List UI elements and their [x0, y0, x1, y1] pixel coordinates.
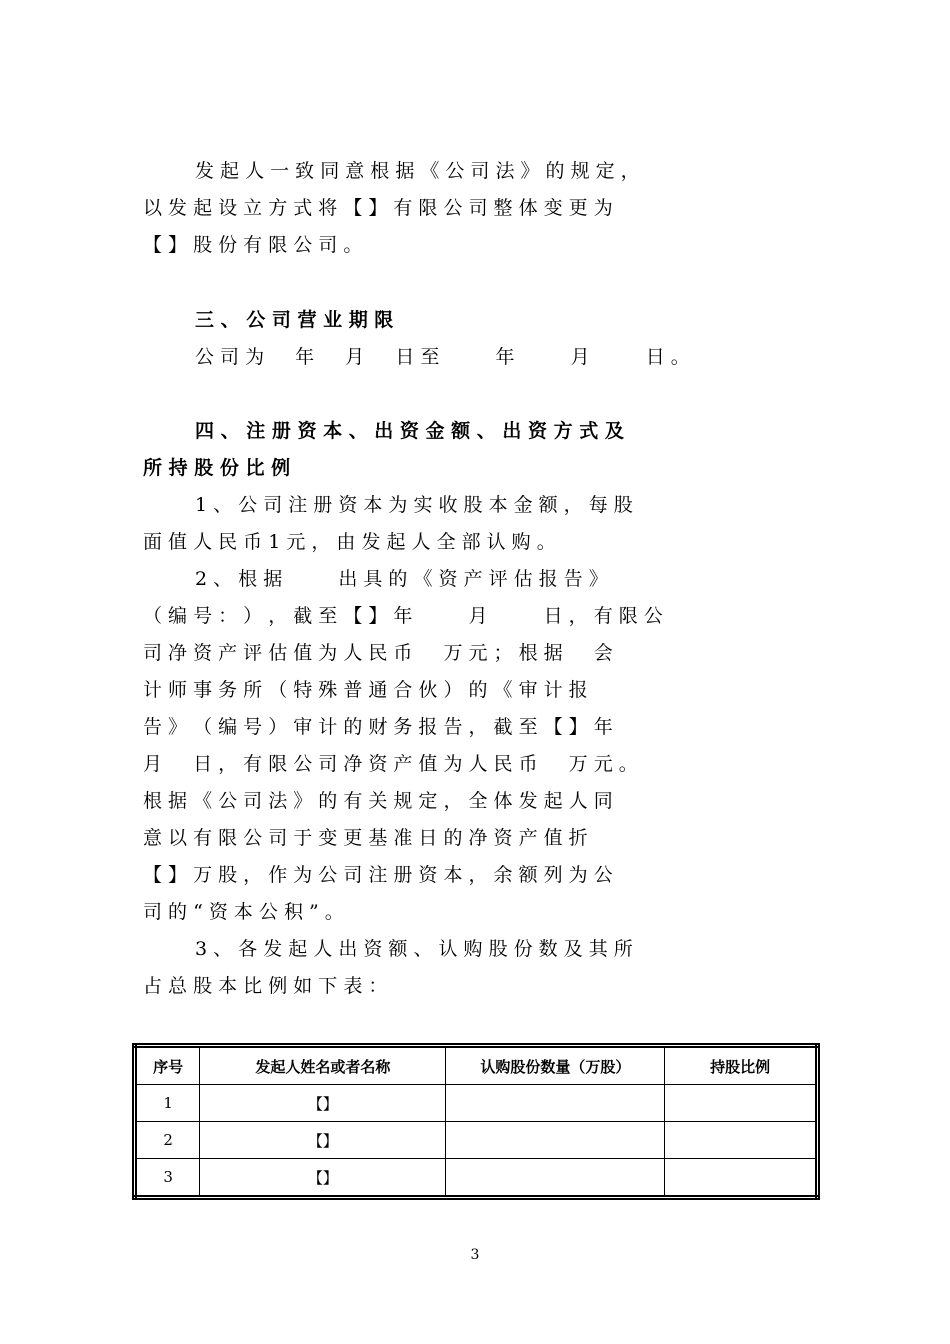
- body-line: 2 、 根 据 出 具 的 《 资 产 评 估 报 告 》: [195, 568, 608, 590]
- col-header-name: 发起人姓名或者名称: [200, 1046, 446, 1085]
- body-line: 司 的 “ 资 本 公 积 ” 。: [143, 901, 344, 923]
- body-line: 【 】 万 股 ， 作 为 公 司 注 册 资 本 ， 余 额 列 为 公: [143, 864, 613, 886]
- cell-ratio: [665, 1122, 818, 1159]
- page-number: 3: [470, 1247, 480, 1263]
- section-heading: 四 、 注 册 资 本 、 出 资 金 额 、 出 资 方 式 及: [195, 420, 624, 442]
- body-line: 月 日 ， 有 限 公 司 净 资 产 值 为 人 民 币 万 元 。: [143, 753, 638, 775]
- body-line: 根 据 《 公 司 法 》 的 有 关 规 定 ， 全 体 发 起 人 同: [143, 790, 613, 812]
- cell-name: 【】: [200, 1159, 446, 1198]
- cell-index: 1: [135, 1085, 200, 1122]
- body-line: 计 师 事 务 所 （ 特 殊 普 通 合 伙 ） 的 《 审 计 报: [143, 679, 588, 701]
- body-line: 意 以 有 限 公 司 于 变 更 基 准 日 的 净 资 产 值 折: [143, 827, 588, 849]
- cell-shares: [446, 1159, 665, 1198]
- body-line: 3 、 各 发 起 人 出 资 额 、 认 购 股 份 数 及 其 所: [195, 938, 633, 960]
- cell-ratio: [665, 1159, 818, 1198]
- cell-shares: [446, 1085, 665, 1122]
- body-line: 【 】 股 份 有 限 公 司 。: [143, 234, 363, 256]
- col-header-shares: 认购股份数量（万股）: [446, 1046, 665, 1085]
- section-heading: 三 、 公 司 营 业 期 限: [195, 309, 394, 331]
- table-header-row: [135, 1046, 818, 1085]
- col-header-ratio: 持股比例: [665, 1046, 818, 1085]
- body-line: 1 、 公 司 注 册 资 本 为 实 收 股 本 金 额 ， 每 股: [195, 494, 633, 516]
- cell-index: 3: [135, 1159, 200, 1198]
- body-line: （ 编 号 ： ） ， 截 至 【 】 年 月 日 ， 有 限 公: [143, 605, 663, 627]
- body-line: 以 发 起 设 立 方 式 将 【 】 有 限 公 司 整 体 变 更 为: [143, 197, 613, 219]
- cell-index: 2: [135, 1122, 200, 1159]
- body-line: 占 总 股 本 比 例 如 下 表 ：: [143, 975, 388, 997]
- body-line: 发 起 人 一 致 同 意 根 据 《 公 司 法 》 的 规 定 ，: [195, 160, 640, 182]
- col-header-index: 序号: [135, 1046, 200, 1085]
- shareholder-table: [132, 1043, 820, 1200]
- table-row: [135, 1122, 818, 1159]
- cell-shares: [446, 1122, 665, 1159]
- cell-name: 【】: [200, 1122, 446, 1159]
- body-line: 司 净 资 产 评 估 值 为 人 民 币 万 元 ； 根 据 会: [143, 642, 613, 664]
- table-row: [135, 1159, 818, 1198]
- body-line: 面 值 人 民 币 1 元 ， 由 发 起 人 全 部 认 购 。: [143, 531, 556, 553]
- section-heading: 所 持 股 份 比 例: [143, 457, 291, 479]
- body-line: 公 司 为 年 月 日 至 年 月 日 。: [195, 346, 690, 368]
- cell-ratio: [665, 1085, 818, 1122]
- table-row: [135, 1085, 818, 1122]
- body-line: 告 》 （ 编 号 ） 审 计 的 财 务 报 告 ， 截 至 【 】 年: [143, 716, 613, 738]
- cell-name: 【】: [200, 1085, 446, 1122]
